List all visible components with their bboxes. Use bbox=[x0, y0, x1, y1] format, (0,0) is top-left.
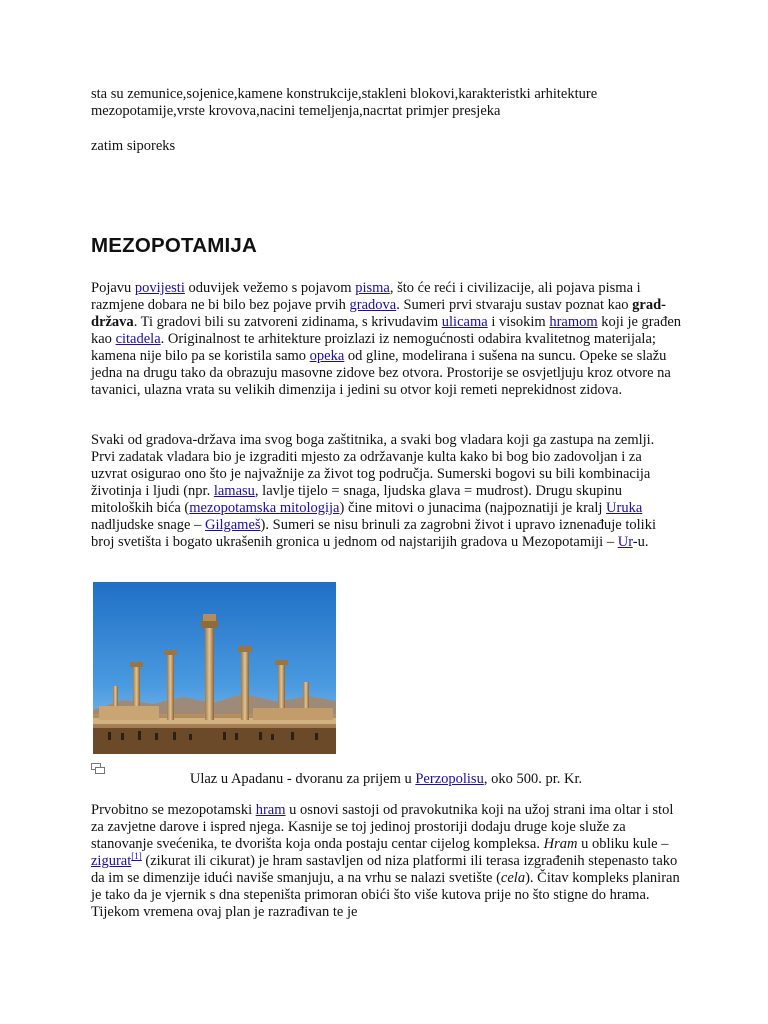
bold-term: grad-država bbox=[91, 297, 667, 330]
paragraph-2 bbox=[91, 432, 681, 551]
intro-line: sta su zemunice,sojenice,kamene konstrukcije,stakleni blokovi,karakteristki arhitekture mezopotamije,vrste krovova,nacini temeljenja,nacrtat primjer presjeka bbox=[91, 86, 598, 119]
image-caption bbox=[91, 771, 681, 788]
paragraph-3 bbox=[91, 802, 681, 921]
text: ) čine mitovi o junacima (najpoznatiji je kralj bbox=[339, 500, 607, 516]
text: ). Čitav kompleks planiran je tako da je vjernik s dna stepeništa primoran obići što više kutova prije no što stigne do hrama. Tijekom vremena ovaj plan je razrađivan te je bbox=[91, 870, 680, 920]
text: nadljudske snage – bbox=[91, 517, 205, 533]
link-gradova[interactable]: gradova bbox=[349, 297, 397, 313]
text: Pojavu bbox=[91, 280, 135, 296]
link-hram[interactable]: hram bbox=[255, 802, 286, 818]
link-lamasu[interactable]: lamasu bbox=[213, 483, 255, 499]
section-heading: MEZOPOTAMIJA bbox=[91, 234, 258, 257]
text: koji je građen kao bbox=[91, 314, 682, 347]
text: (zikurat ili cikurat) je hram sastavljen od niza platformi ili terasa izgrađenih stepenasto tako da im se dimenzije idući naviše smanjuju, a na vrhu se nalazi svetište ( bbox=[91, 853, 678, 886]
text: i visokim bbox=[487, 314, 550, 330]
text: . Sumeri prvi stvaraju sustav poznat kao bbox=[396, 297, 633, 313]
link-uruka[interactable]: Uruka bbox=[606, 500, 643, 516]
link-perzopolisu[interactable]: Perzopolisu bbox=[415, 771, 484, 787]
text: Ulaz u Apadanu - dvoranu za prijem u bbox=[189, 771, 416, 787]
text: u obliku kule – bbox=[577, 836, 669, 852]
text: . Originalnost te arhitekture proizlazi iz nemogućnosti odabira kvalitetnog materijala; kamena nije bilo pa se koristila samo bbox=[91, 331, 656, 364]
text: Prvobitno se mezopotamski bbox=[91, 802, 256, 818]
footnote-link[interactable]: [1] bbox=[131, 851, 142, 862]
text: , oko 500. pr. Kr. bbox=[483, 771, 583, 787]
text: -u. bbox=[632, 534, 649, 550]
text: Svaki od gradova-država ima svog boga zaštitnika, a svaki bog vladara koji ga zastupa na zemlji. Prvi zadatak vladara bio je izgraditi mjesto za održavanje kulta kako bi bog bio zadovoljan i za uzvrat osigurao ono što je najvažnije za život tog područja. Sumerski bogovi su bili kombinacija životinja i ljudi (npr. bbox=[91, 432, 655, 499]
link-pisma[interactable]: pisma bbox=[355, 280, 390, 296]
link-hramom[interactable]: hramom bbox=[549, 314, 598, 330]
italic-term: Hram bbox=[543, 836, 578, 852]
link-opeka[interactable]: opeka bbox=[309, 348, 345, 364]
link-zigurat[interactable]: zigurat bbox=[91, 853, 132, 869]
persepolis-photo bbox=[93, 582, 336, 754]
intro-line-2: zatim siporeks bbox=[91, 138, 176, 154]
text: . Ti gradovi bili su zatvoreni zidinama, s krivudavim bbox=[133, 314, 442, 330]
link-ur[interactable]: Ur bbox=[617, 534, 633, 550]
text: od gline, modelirana i sušena na suncu. Opeke se slažu jedna na drugu tako da obrazuju masovne zidove bez otvora. Prostorije se osvjetljuju kroz otvore na tavanici, ulazna vrata su velikih dimenzija i jedini su otvor koji remeti neprekidnost zidova. bbox=[91, 348, 671, 398]
italic-term: cela bbox=[500, 870, 526, 886]
text: oduvijek vežemo s pojavom bbox=[184, 280, 356, 296]
link-mezopotamska-mitologija[interactable]: mezopotamska mitologija bbox=[189, 500, 340, 516]
text: ). Sumeri se nisu brinuli za zagrobni život i upravo iznenađuje toliki broj svetišta i bogato ukrašenih gronica u jednom od najstarijih gradova u Mezopotamiji – bbox=[91, 517, 656, 550]
text: u osnovi sastoji od pravokutnika koji na užoj strani ima oltar i stol za zavjetne darove i ispred njega. Kasnije se toj jedinoj prostoriji dodaju druge koje služe za stanovanje svećenika, te dvorišta koja onda postaju centar cijelog kompleksa. bbox=[91, 802, 674, 852]
link-povijesti[interactable]: povijesti bbox=[134, 280, 185, 296]
link-citadela[interactable]: citadela bbox=[115, 331, 161, 347]
text: , što će reći i civilizacije, ali pojava pisma i razmjene dobara ne bi bilo bez pojave prvih bbox=[91, 280, 641, 313]
link-ulicama[interactable]: ulicama bbox=[441, 314, 488, 330]
text: , lavlje tijelo = snaga, ljudska glava = mudrost). Drugu skupinu mitoloških bića ( bbox=[91, 483, 623, 516]
paragraph-1 bbox=[91, 280, 681, 399]
link-gilgames[interactable]: Gilgameš bbox=[204, 517, 261, 533]
